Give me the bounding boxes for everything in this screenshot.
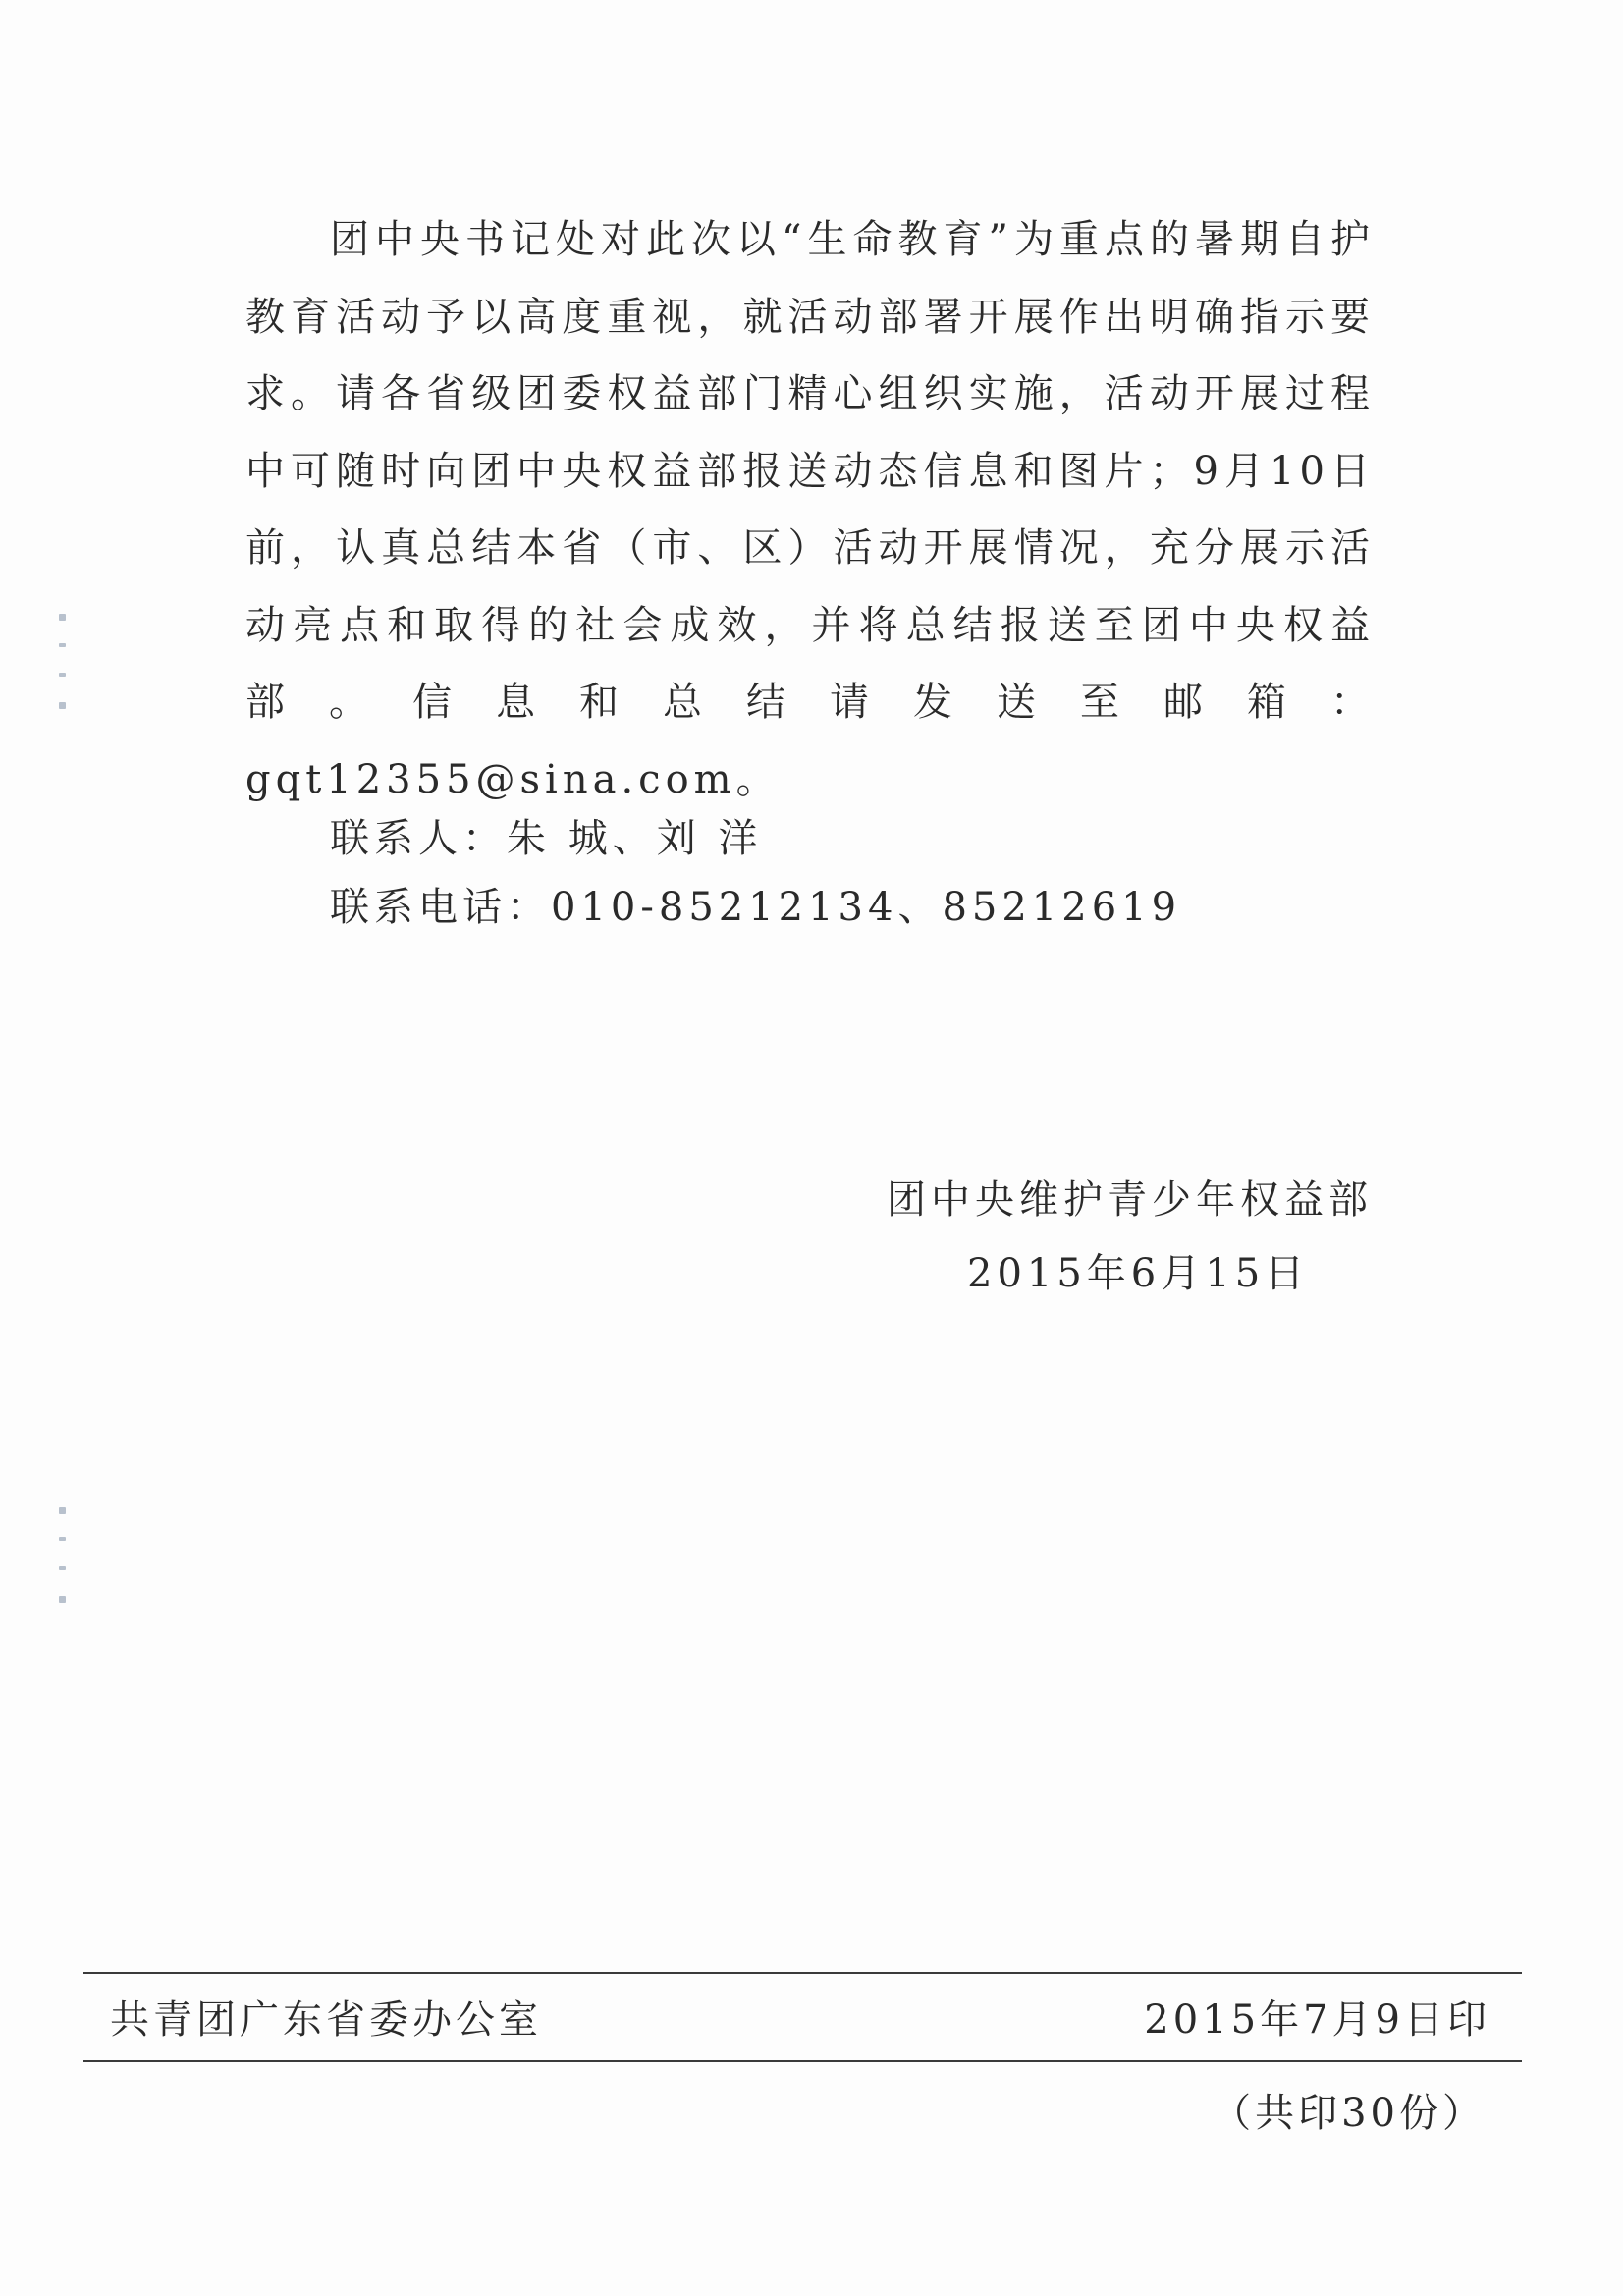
footer-top-rule <box>83 1972 1522 1974</box>
body-paragraph: 团中央书记处对此次以“生命教育”为重点的暑期自护教育活动予以高度重视，就活动部署开展作出明确指示要求。请各省级团委权益部门精心组织实施，活动开展过程中可随时向团中央权益部报送动态信息和图片；9月10日前，认真总结本省（市、区）活动开展情况，充分展示活动亮点和取得的社会成效，并将总结报送至团中央权益部。信息和总结请发送至邮箱：gqt12355@sina.com。 <box>245 217 1375 802</box>
footer-copies: （共印30份） <box>1212 2091 1486 2136</box>
binding-hole-mark <box>59 1537 66 1541</box>
signature-date: 2015年6月15日 <box>967 1251 1310 1296</box>
contact-phone-line <box>330 884 1181 931</box>
binding-hole-mark <box>59 643 66 647</box>
binding-hole-mark <box>59 1507 66 1514</box>
binding-hole-mark <box>59 614 66 621</box>
contact-person-value: 朱 城、刘 洋 <box>507 816 763 861</box>
signature-department: 团中央维护青少年权益部 <box>887 1177 1373 1223</box>
contact-phone-label: 联系电话： <box>330 885 551 930</box>
contact-person-line <box>330 815 762 862</box>
footer-bottom-rule <box>83 2060 1522 2062</box>
footer-print-date: 2015年7月9日印 <box>1144 1997 1490 2043</box>
contact-phone-value: 010-85212134、85212619 <box>551 885 1182 930</box>
binding-hole-mark <box>59 1566 66 1570</box>
binding-hole-mark <box>59 702 66 709</box>
footer-issuer: 共青团广东省委办公室 <box>110 1997 542 2043</box>
binding-hole-mark <box>59 673 66 677</box>
binding-hole-mark <box>59 1596 66 1603</box>
contact-person-label: 联系人： <box>330 816 507 861</box>
